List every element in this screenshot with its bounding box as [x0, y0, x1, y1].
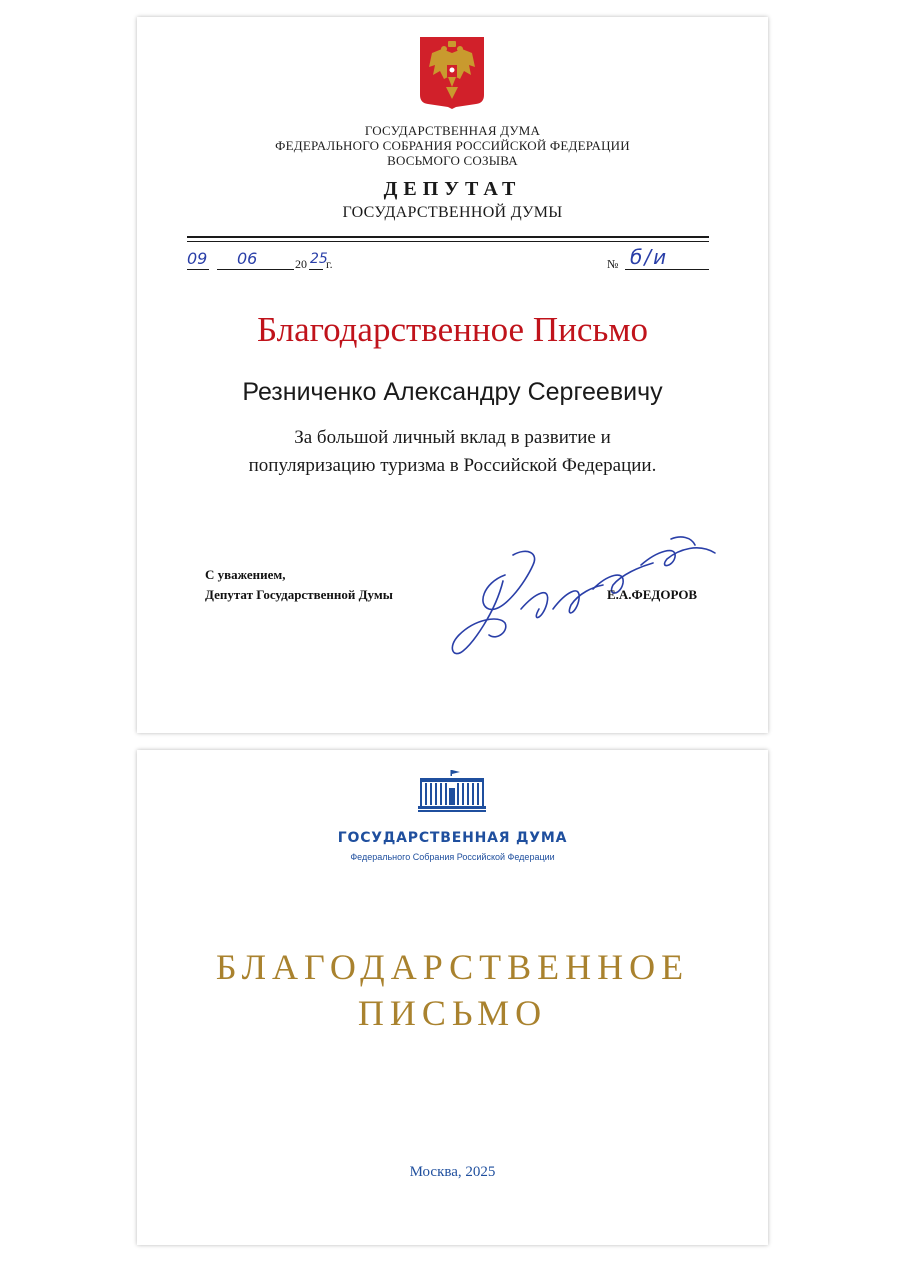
letter-title: Благодарственное Письмо — [257, 310, 648, 349]
header-rule-thick — [187, 236, 709, 238]
cover-title-line-2: ПИСЬМО — [357, 993, 548, 1033]
cover-page — [137, 750, 768, 1245]
org-line-1: ГОСУДАРСТВЕННАЯ ДУМА — [364, 123, 541, 138]
reason-line-2: популяризацию туризма в Российской Федерации. — [248, 455, 657, 476]
number-underline — [625, 269, 709, 270]
city-year: Москва, 2025 — [409, 1164, 496, 1180]
deputy-title: ДЕПУТАТ — [383, 178, 522, 200]
date-month-underline — [217, 269, 294, 270]
letter-page — [137, 17, 768, 733]
date-day: 09 — [187, 249, 208, 268]
signer-position: Депутат Государственной Думы — [205, 587, 393, 602]
signer-name: Е.А.ФЕДОРОВ — [607, 587, 698, 602]
date-year-suffix: 25 — [310, 251, 328, 267]
number-sign: № — [607, 257, 619, 271]
institution-subtitle: Федерального Собрания Российской Федерации — [350, 852, 555, 862]
institution-name: ГОСУДАРСТВЕННАЯ ДУМА — [337, 830, 568, 846]
recipient-name: Резниченко Александру Сергеевичу — [242, 378, 663, 406]
coat-of-arms-icon — [420, 37, 484, 109]
org-line-2: ФЕДЕРАЛЬНОГО СОБРАНИЯ РОССИЙСКОЙ ФЕДЕРАЦИИ — [275, 138, 630, 153]
date-year-unit: г. — [326, 257, 333, 271]
deputy-subtitle: ГОСУДАРСТВЕННОЙ ДУМЫ — [342, 204, 563, 221]
header-rule-thin — [187, 241, 709, 242]
duma-building-icon — [418, 770, 486, 812]
date-month: 06 — [237, 249, 258, 268]
closing-text: С уважением, — [205, 567, 286, 582]
cover-title-line-1: БЛАГОДАРСТВЕННОЕ — [215, 947, 690, 987]
date-year-underline — [309, 269, 323, 270]
document-number: б/и — [630, 245, 669, 269]
org-line-3: ВОСЬМОГО СОЗЫВА — [387, 153, 518, 168]
date-day-underline — [187, 269, 209, 270]
reason-line-1: За большой личный вклад в развитие и — [294, 427, 611, 448]
date-year-prefix: 20 — [295, 257, 307, 271]
